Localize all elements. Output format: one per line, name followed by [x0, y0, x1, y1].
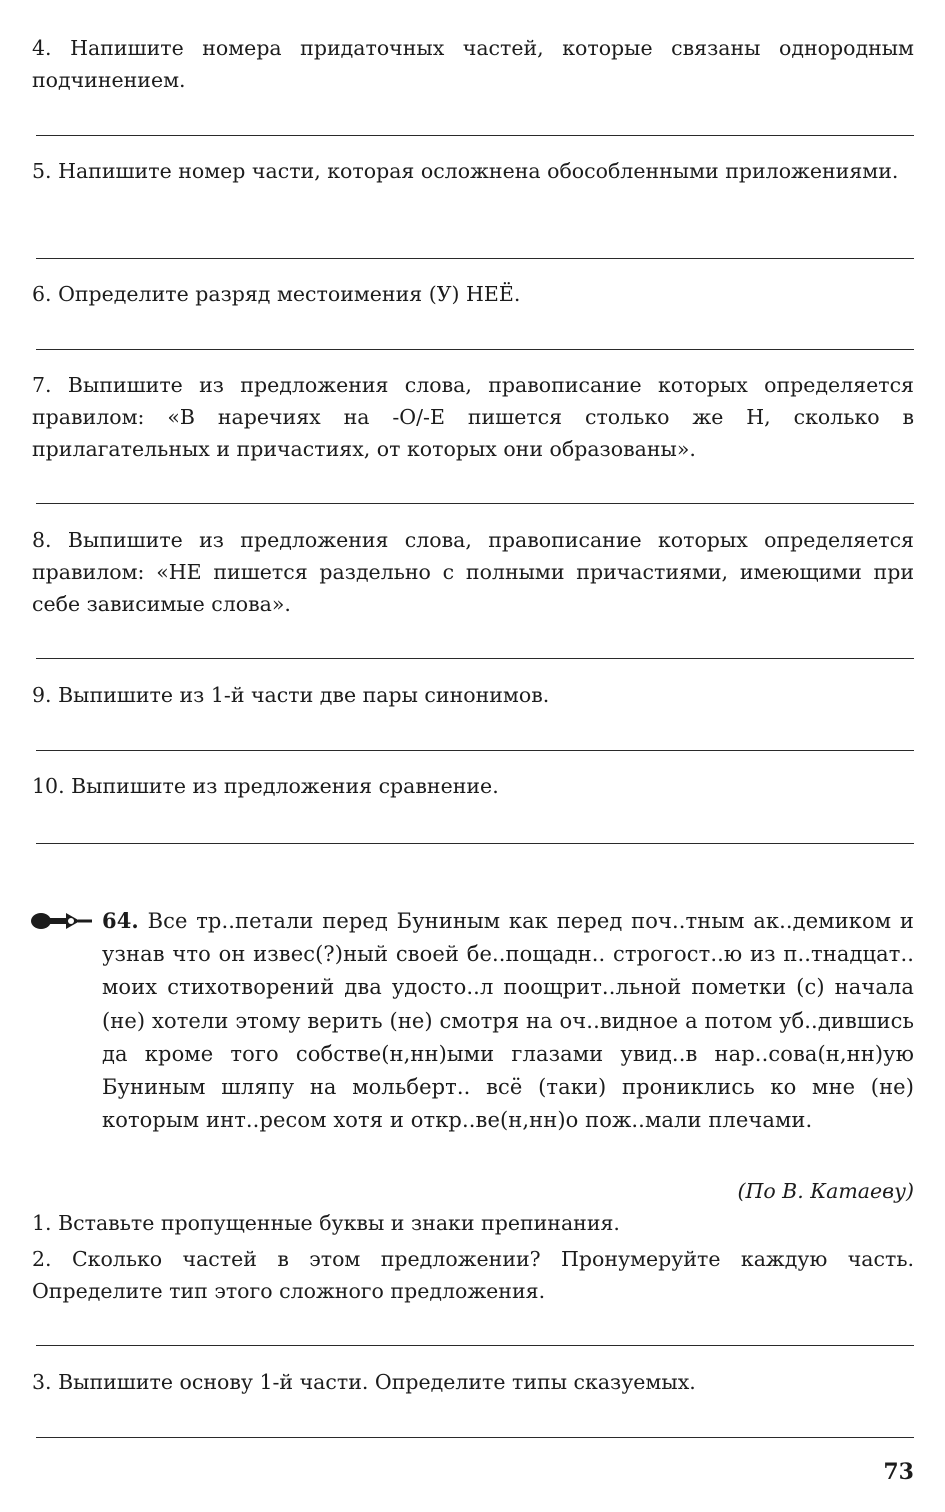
- answer-line[interactable]: [36, 843, 914, 844]
- question-5: 5. Напишите номер части, которая осложнена обособленными приложениями.: [32, 159, 899, 183]
- question-10: 10. Выпишите из предложения сравнение.: [32, 774, 499, 798]
- quill-pen-icon: [30, 907, 94, 935]
- question-6: 6. Определите разряд местоимения (У) НЕЁ.: [32, 282, 521, 306]
- exercise-body: Все тр..петали перед Буниным как перед поч..тным ак..демиком и узнав что он извес(?)ный своей бе..пощадн.. строгост..ю из п..тнадцат.. моих стихотворений два удосто..л поощрит..льной пометки (с) начала (не) хотели этому верить (не) смотря на оч..видное а потом уб..дившись да кроме того собстве(н,нн)ыми глазами увид..в нар..сова(н,нн)ую Буниным шляпу на мольберт.. всё (таки) прониклись ко мне (не) которым инт..ресом хотя и откр..ве(н,нн)о пож..мали плечами.: [102, 909, 914, 1133]
- task-1: 1. Вставьте пропущенные буквы и знаки препинания.: [32, 1211, 620, 1235]
- question-8: 8. Выпишите из предложения слова, правописание которых определяется правилом: «НЕ пишется раздельно с полными причастиями, имеющими при себе зависимые слова».: [32, 528, 914, 616]
- page-number: 73: [883, 1459, 914, 1485]
- answer-line[interactable]: [36, 1437, 914, 1438]
- task-3: 3. Выпишите основу 1-й части. Определите типы сказуемых.: [32, 1370, 696, 1394]
- question-9: 9. Выпишите из 1-й части две пары синонимов.: [32, 683, 550, 707]
- exercise-64-text: [102, 904, 914, 1137]
- answer-line[interactable]: [36, 658, 914, 659]
- answer-line[interactable]: [36, 1345, 914, 1346]
- exercise-number: 64.: [102, 908, 139, 933]
- answer-line[interactable]: [36, 750, 914, 751]
- answer-line[interactable]: [36, 503, 914, 504]
- question-4: 4. Напишите номера придаточных частей, которые связаны однородным подчинением.: [32, 36, 914, 92]
- answer-line[interactable]: [36, 258, 914, 259]
- question-7: 7. Выпишите из предложения слова, правописание которых определяется правилом: «В наречиях на -О/-Е пишется столько же Н, сколько в прилагательных и причастиях, от которых они образованы».: [32, 373, 914, 461]
- answer-line[interactable]: [36, 349, 914, 350]
- answer-line[interactable]: [36, 135, 914, 136]
- source-attribution: (По В. Катаеву): [737, 1179, 914, 1203]
- task-2: 2. Сколько частей в этом предложении? Пронумеруйте каждую часть. Определите тип этого сложного предложения.: [32, 1247, 914, 1303]
